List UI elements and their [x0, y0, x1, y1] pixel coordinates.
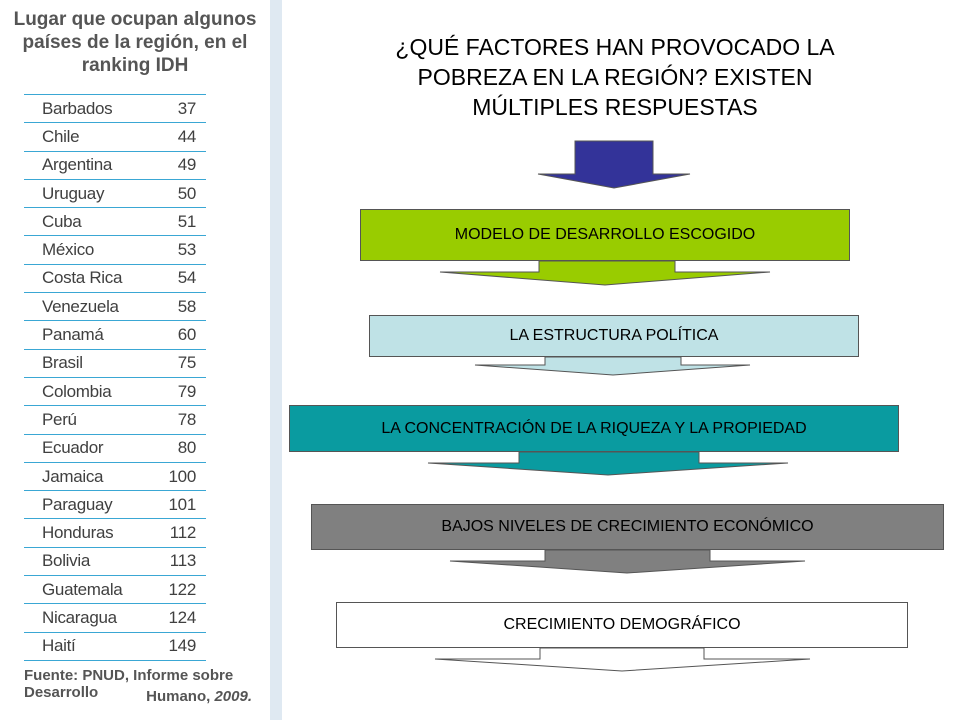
- panel-title-line: Lugar que ocupan algunos: [13, 9, 257, 30]
- step-label: LA CONCENTRACIÓN DE LA RIQUEZA Y LA PROPIEDAD: [381, 419, 807, 437]
- country-cell: Honduras: [24, 519, 156, 547]
- step-arrow: [428, 452, 788, 475]
- question-line: POBREZA EN LA REGIÓN? EXISTEN: [417, 64, 813, 90]
- rank-cell: 149: [156, 632, 206, 660]
- country-cell: Haití: [24, 632, 156, 660]
- source-year: 2009.: [214, 688, 252, 705]
- rank-cell: 112: [156, 519, 206, 547]
- question-line: MÚLTIPLES RESPUESTAS: [472, 94, 758, 120]
- rank-cell: 100: [156, 462, 206, 490]
- country-cell: Argentina: [24, 151, 156, 179]
- step-label: BAJOS NIVELES DE CRECIMIENTO ECONÓMICO: [441, 518, 814, 535]
- rank-cell: 54: [156, 264, 206, 292]
- panel-title-line: países de la región, en el: [22, 32, 248, 53]
- step-box-modelo: [360, 209, 850, 261]
- rank-cell: 58: [156, 293, 206, 321]
- rank-cell: 122: [156, 576, 206, 604]
- country-cell: Panamá: [24, 321, 156, 349]
- step-arrow: [450, 550, 805, 573]
- rank-cell: 49: [156, 151, 206, 179]
- rank-cell: 51: [156, 208, 206, 236]
- country-cell: Ecuador: [24, 434, 156, 462]
- step-box-concentracion: [289, 405, 899, 452]
- rank-cell: 53: [156, 236, 206, 264]
- country-cell: Nicaragua: [24, 604, 156, 632]
- country-cell: Barbados: [24, 95, 156, 123]
- rank-cell: 113: [156, 547, 206, 575]
- step-arrow: [440, 261, 770, 285]
- rank-cell: 75: [156, 349, 206, 377]
- country-cell: Uruguay: [24, 179, 156, 207]
- rank-cell: 50: [156, 179, 206, 207]
- step-arrow: [435, 648, 810, 671]
- country-cell: Guatemala: [24, 576, 156, 604]
- rank-cell: 80: [156, 434, 206, 462]
- country-cell: Paraguay: [24, 491, 156, 519]
- country-cell: México: [24, 236, 156, 264]
- country-cell: Chile: [24, 123, 156, 151]
- rank-cell: 124: [156, 604, 206, 632]
- rank-cell: 79: [156, 377, 206, 405]
- step-label: MODELO DE DESARROLLO ESCOGIDO: [454, 226, 756, 243]
- rank-cell: 78: [156, 406, 206, 434]
- step-box-crecimiento-demografico: [336, 602, 908, 648]
- country-cell: Costa Rica: [24, 264, 156, 292]
- step-label: CRECIMIENTO DEMOGRÁFICO: [503, 616, 741, 633]
- step-box-estructura: [369, 315, 859, 357]
- step-box-crecimiento-economico: [311, 504, 944, 550]
- country-cell: Jamaica: [24, 462, 156, 490]
- country-cell: Colombia: [24, 377, 156, 405]
- question-line: ¿QUÉ FACTORES HAN PROVOCADO LA: [395, 34, 835, 60]
- rank-cell: 44: [156, 123, 206, 151]
- country-cell: Bolivia: [24, 547, 156, 575]
- source-line: Fuente: PNUD, Informe sobre Desarrollo: [24, 667, 234, 701]
- down-arrow: [538, 141, 690, 188]
- source-text: Humano,: [146, 688, 215, 705]
- step-arrow: [475, 357, 750, 375]
- country-cell: Perú: [24, 406, 156, 434]
- country-cell: Brasil: [24, 349, 156, 377]
- rank-cell: 60: [156, 321, 206, 349]
- country-cell: Cuba: [24, 208, 156, 236]
- panel-title-line: ranking IDH: [81, 55, 189, 76]
- rank-cell: 101: [156, 491, 206, 519]
- rank-cell: 37: [156, 95, 206, 123]
- country-cell: Venezuela: [24, 293, 156, 321]
- step-label: LA ESTRUCTURA POLÍTICA: [509, 327, 719, 344]
